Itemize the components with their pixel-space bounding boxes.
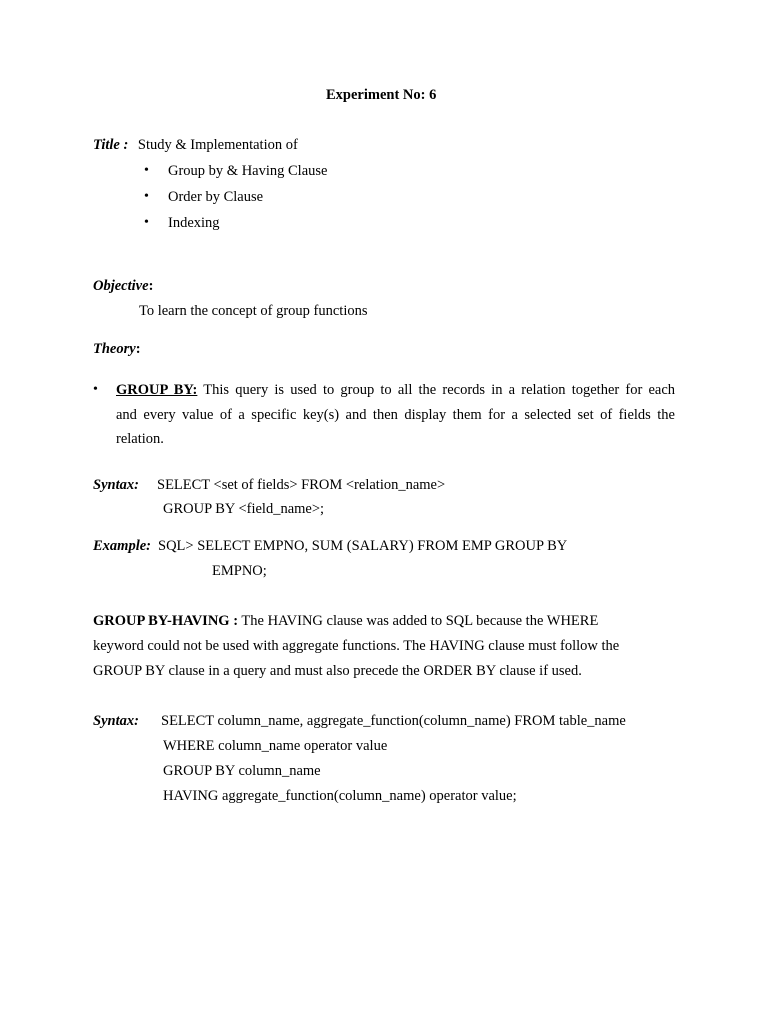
title-bullet-item: Group by & Having Clause <box>168 163 328 179</box>
syntax-line: GROUP BY <field_name>; <box>163 501 325 517</box>
group-by-line-1 <box>116 381 675 399</box>
group-by-having-line-1 <box>93 612 598 630</box>
bullet-icon: • <box>144 215 149 230</box>
example-label: Example: <box>93 538 151 554</box>
title-bullet-item: Indexing <box>168 215 220 231</box>
title-line <box>93 136 298 154</box>
bullet-icon: • <box>144 189 149 204</box>
title-text: Study & Implementation of <box>137 137 298 153</box>
group-by-having-line-2: keyword could not be used with aggregate functions. The HAVING clause must follow the <box>93 638 620 654</box>
objective-heading <box>93 277 153 295</box>
group-by-text-1: This query is used to group to all the records in a relation together for each <box>203 382 676 398</box>
group-by-line-3: relation. <box>116 431 164 447</box>
syntax-line: SELECT column_name, aggregate_function(column_name) FROM table_name <box>161 713 626 729</box>
syntax-line: WHERE column_name operator value <box>163 738 388 754</box>
title-bullet-item: Order by Clause <box>168 189 264 205</box>
group-by-having-text-1: The HAVING clause was added to SQL because the WHERE <box>241 613 599 629</box>
group-by-term: GROUP BY: <box>116 382 198 398</box>
objective-colon: : <box>148 278 154 294</box>
syntax-label: Syntax: <box>93 477 139 493</box>
group-by-having-line-3: GROUP BY clause in a query and must also precede the ORDER BY clause if used. <box>93 663 582 679</box>
objective-text: To learn the concept of group functions <box>139 303 368 319</box>
theory-heading <box>93 340 141 358</box>
objective-label: Objective <box>93 278 149 294</box>
page-heading: Experiment No: 6 <box>326 87 437 103</box>
group-by-having-term: GROUP BY-HAVING : <box>93 613 239 629</box>
example-line: EMPNO; <box>212 563 267 579</box>
theory-label: Theory <box>93 341 136 357</box>
bullet-icon: • <box>93 382 98 397</box>
title-label: Title : <box>93 137 129 153</box>
syntax-line: HAVING aggregate_function(column_name) operator value; <box>163 788 517 804</box>
group-by-line-2: and every value of a specific key(s) and then display them for a selected set of fields the <box>116 407 675 423</box>
syntax-label: Syntax: <box>93 713 139 729</box>
example-line: SQL> SELECT EMPNO, SUM (SALARY) FROM EMP GROUP BY <box>158 538 568 554</box>
syntax-line: SELECT <set of fields> FROM <relation_name> <box>157 477 446 493</box>
syntax-line: GROUP BY column_name <box>163 763 321 779</box>
theory-colon: : <box>135 341 141 357</box>
bullet-icon: • <box>144 163 149 178</box>
